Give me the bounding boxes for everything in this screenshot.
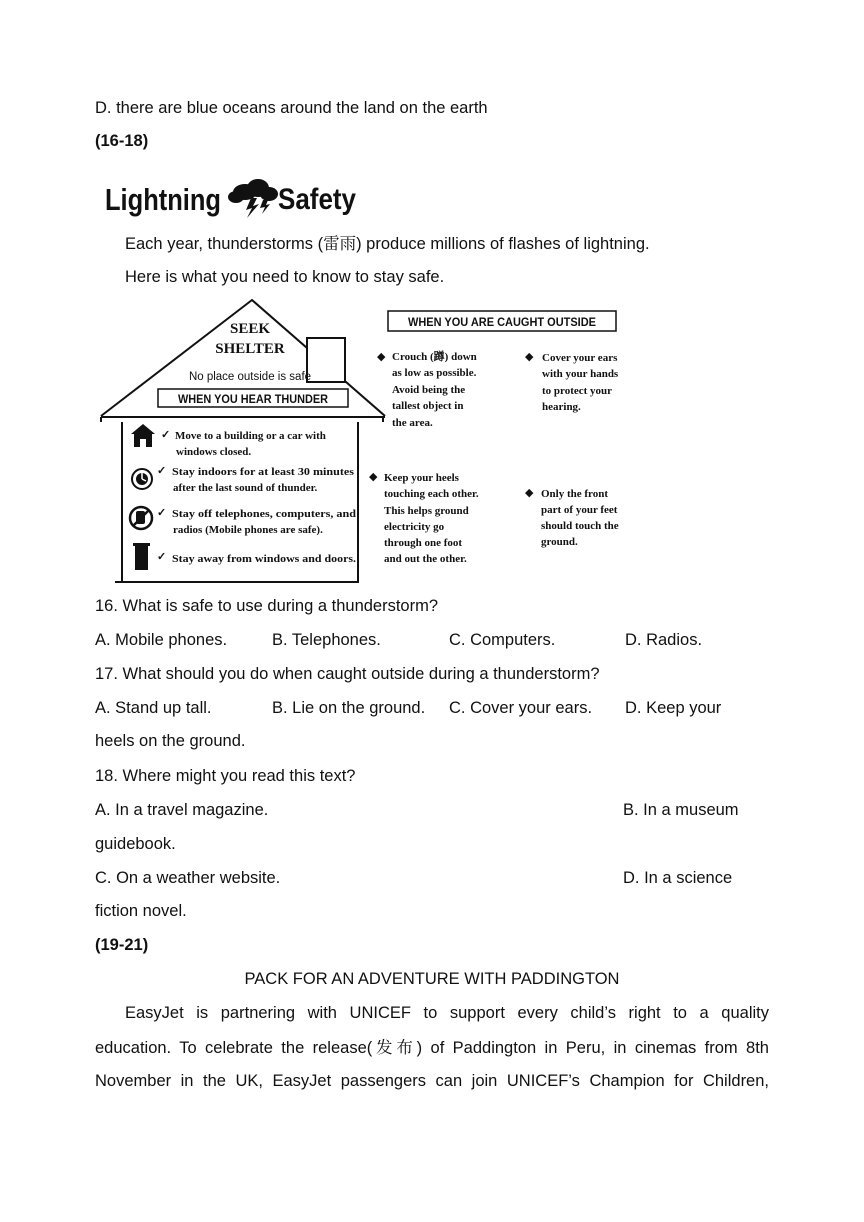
house-icon bbox=[131, 424, 155, 447]
storm-cloud-icon bbox=[228, 179, 278, 218]
q17-option-d[interactable]: D. Keep your bbox=[625, 699, 722, 717]
outside-item-1-line-4: tallest object in bbox=[392, 400, 464, 412]
question-18-stem: 18. Where might you read this text? bbox=[95, 767, 356, 785]
house-item-3-line-2: radios (Mobile phones are safe). bbox=[173, 524, 323, 536]
passage-line-1: EasyJet is partnering with UNICEF to support every child’s right to a quality bbox=[125, 1004, 769, 1022]
check-mark-3: ✓ bbox=[157, 507, 167, 519]
q18-option-d[interactable]: D. In a science bbox=[623, 869, 733, 887]
outside-item-2-line-1: Cover your ears bbox=[542, 352, 618, 364]
passage-line-3: November in the UK, EasyJet passengers can join UNICEF’s Champion for Children, bbox=[95, 1072, 769, 1090]
outside-item-4-line-3: should touch the bbox=[541, 520, 619, 532]
check-mark-1: ✓ bbox=[161, 429, 171, 441]
bullet-diamond: ◆ bbox=[525, 351, 534, 363]
outside-item-2-line-2: with your hands bbox=[542, 368, 619, 380]
house-item-1-line-2: windows closed. bbox=[176, 446, 252, 458]
q18-option-b[interactable]: B. In a museum bbox=[623, 801, 739, 819]
outside-item-4-line-4: ground. bbox=[541, 536, 578, 548]
q18-option-b-continuation: guidebook. bbox=[95, 835, 176, 853]
outside-item-4-line-2: part of your feet bbox=[541, 504, 618, 516]
previous-option-d: D. there are blue oceans around the land on the earth bbox=[95, 99, 488, 117]
caught-outside-label: WHEN YOU ARE CAUGHT OUTSIDE bbox=[408, 317, 597, 329]
outside-item-3-line-3: This helps ground bbox=[384, 505, 469, 517]
question-17-stem: 17. What should you do when caught outside during a thunderstorm? bbox=[95, 665, 600, 683]
outside-item-heels bbox=[369, 471, 479, 565]
q16-option-c[interactable]: C. Computers. bbox=[449, 631, 556, 649]
q16-option-d[interactable]: D. Radios. bbox=[625, 631, 703, 649]
passage-title: PACK FOR AN ADVENTURE WITH PADDINGTON bbox=[244, 970, 620, 988]
outside-item-crouch bbox=[377, 349, 477, 429]
house-item-4-line-1: Stay away from windows and doors. bbox=[172, 553, 357, 565]
q17-option-a[interactable]: A. Stand up tall. bbox=[95, 699, 212, 717]
roof-note: No place outside is safe bbox=[188, 371, 312, 383]
check-mark-2: ✓ bbox=[157, 465, 167, 477]
lightning-safety-banner bbox=[103, 178, 363, 220]
no-phone-icon bbox=[130, 507, 152, 529]
house-item-2-line-1: Stay indoors for at least 30 minutes bbox=[172, 466, 355, 478]
house-item-1-line-1: Move to a building or a car with bbox=[175, 430, 326, 442]
outside-item-1-line-1: Crouch (蹲) down bbox=[392, 351, 477, 363]
outside-item-2-line-4: hearing. bbox=[542, 401, 581, 413]
bullet-diamond: ◆ bbox=[525, 487, 534, 499]
outside-item-feet bbox=[525, 487, 619, 548]
intro-line-1: Each year, thunderstorms (雷雨) produce millions of flashes of lightning. bbox=[125, 235, 650, 253]
section-range-19-21: (19-21) bbox=[95, 936, 149, 954]
outside-item-3-line-2: touching each other. bbox=[384, 488, 479, 500]
q17-option-d-continuation: heels on the ground. bbox=[95, 732, 246, 750]
outside-item-4-line-1: Only the front bbox=[541, 488, 609, 500]
lightning-safety-infographic bbox=[97, 294, 637, 586]
q18-option-c[interactable]: C. On a weather website. bbox=[95, 869, 281, 887]
door-icon bbox=[133, 543, 150, 570]
banner-word-safety: Safety bbox=[278, 183, 357, 216]
bullet-diamond: ◆ bbox=[377, 351, 386, 363]
clock-icon bbox=[132, 469, 152, 489]
outside-item-1-line-3: Avoid being the bbox=[392, 384, 466, 396]
passage-line-2: education. To celebrate the release(发布) of Paddington in Peru, in cinemas from 8th bbox=[95, 1039, 769, 1057]
banner-word-lightning: Lightning bbox=[105, 182, 221, 217]
house-item-3-line-1: Stay off telephones, computers, and bbox=[172, 508, 356, 520]
outside-item-3-line-5: through one foot bbox=[384, 537, 463, 549]
outside-item-1-line-5: the area. bbox=[392, 417, 433, 429]
outside-item-2-line-3: to protect your bbox=[542, 385, 613, 397]
q17-option-b[interactable]: B. Lie on the ground. bbox=[272, 699, 426, 717]
house-item-2-line-2: after the last sound of thunder. bbox=[173, 482, 318, 494]
question-16-stem: 16. What is safe to use during a thunderstorm? bbox=[95, 597, 439, 615]
q18-option-a[interactable]: A. In a travel magazine. bbox=[95, 801, 269, 819]
q16-option-a[interactable]: A. Mobile phones. bbox=[95, 631, 228, 649]
outside-item-1-line-2: as low as possible. bbox=[392, 367, 477, 379]
outside-item-3-line-1: Keep your heels bbox=[384, 472, 459, 484]
q17-option-c[interactable]: C. Cover your ears. bbox=[449, 699, 593, 717]
outside-item-cover-ears bbox=[525, 351, 619, 413]
roof-title-seek: SEEK bbox=[229, 321, 271, 337]
bullet-diamond: ◆ bbox=[369, 471, 378, 483]
q16-option-b[interactable]: B. Telephones. bbox=[272, 631, 381, 649]
q18-option-d-continuation: fiction novel. bbox=[95, 902, 187, 920]
outside-item-3-line-6: and out the other. bbox=[384, 553, 467, 565]
roof-title-shelter: SHELTER bbox=[215, 341, 285, 357]
hear-thunder-label: WHEN YOU HEAR THUNDER bbox=[178, 394, 329, 406]
check-mark-4: ✓ bbox=[157, 551, 167, 563]
intro-line-2: Here is what you need to know to stay safe. bbox=[125, 268, 445, 286]
outside-item-3-line-4: electricity go bbox=[384, 521, 445, 533]
section-range-16-18: (16-18) bbox=[95, 132, 149, 150]
